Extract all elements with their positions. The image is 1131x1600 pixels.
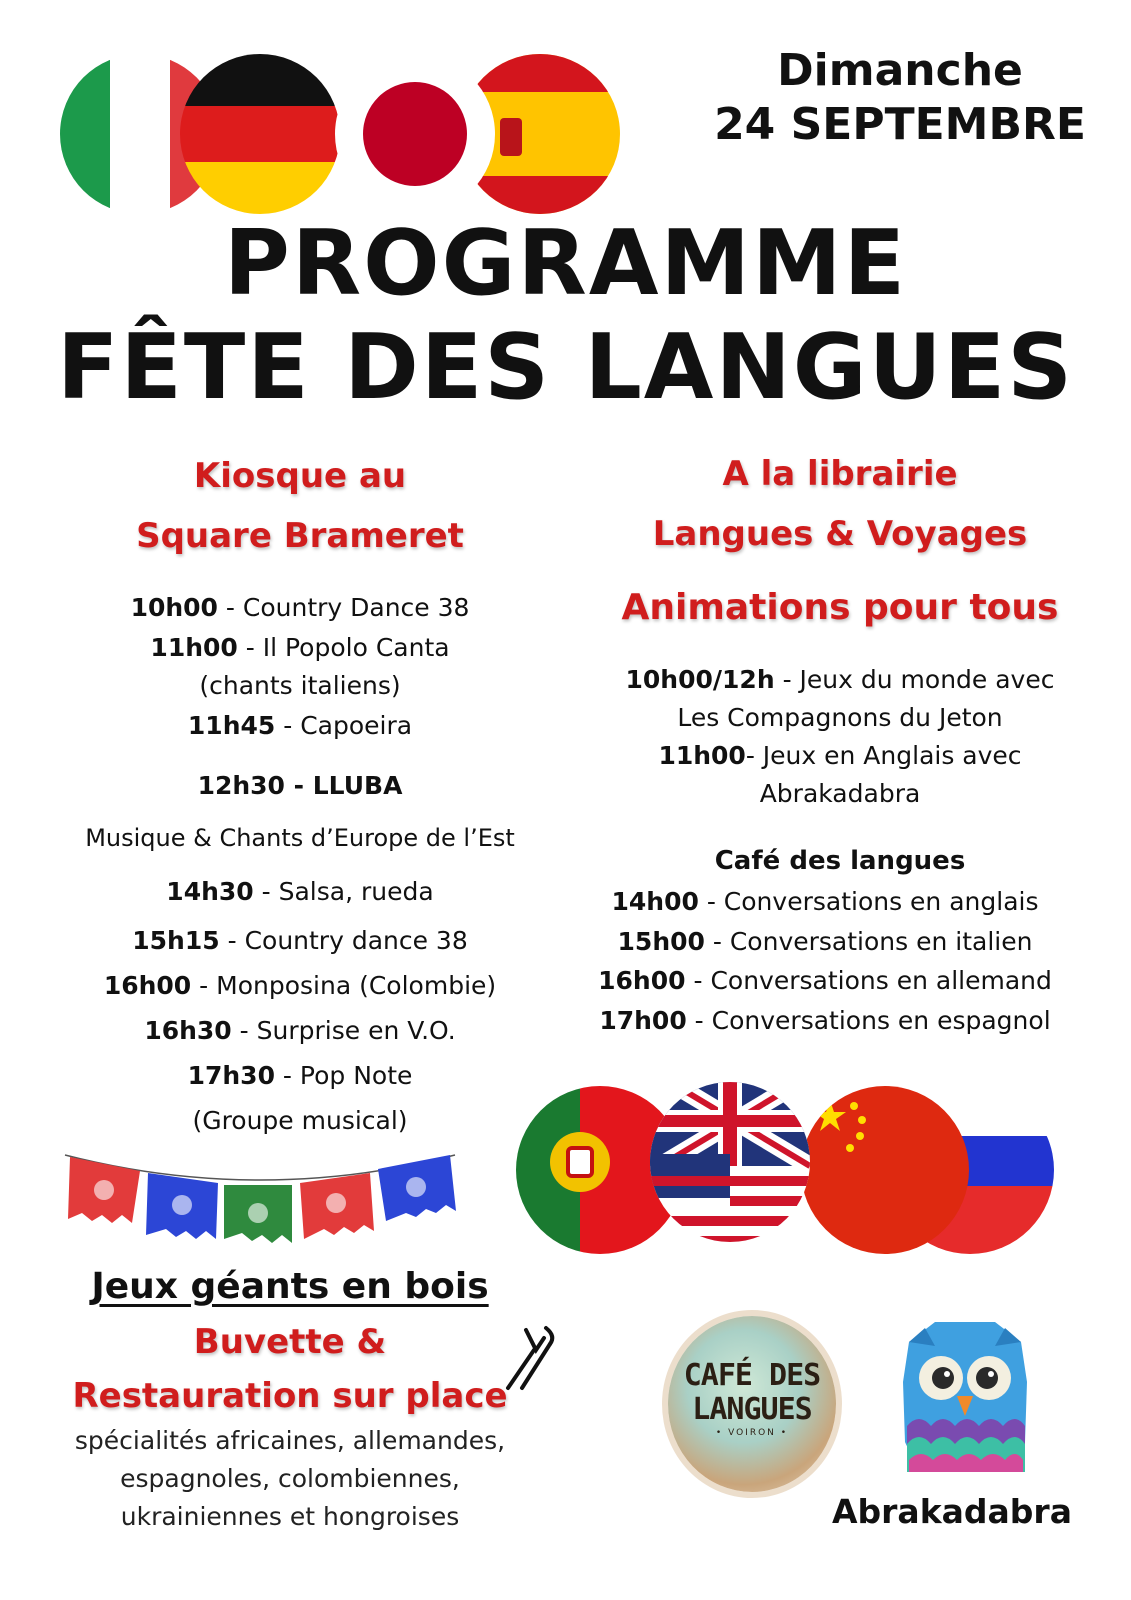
- cutlery-icon: [496, 1322, 560, 1394]
- schedule-item: 15h15 - Country dance 38: [132, 926, 468, 955]
- page-title-line2: FÊTE DES LANGUES: [56, 315, 1075, 420]
- schedule-item: 14h30 - Salsa, rueda: [166, 877, 434, 906]
- specs-line: ukrainiennes et hongroises: [120, 1502, 460, 1531]
- date-full: 24 SEPTEMBRE: [714, 99, 1086, 150]
- cafe-item: 15h00 - Conversations en italien: [617, 927, 1033, 956]
- cafe-item: 14h00 - Conversations en anglais: [611, 887, 1039, 916]
- animation-item: Les Compagnons du Jeton: [677, 703, 1003, 732]
- banner-flag-green: [224, 1185, 292, 1243]
- schedule-item: (Groupe musical): [192, 1106, 408, 1135]
- jeux-geants: Jeux géants en bois: [91, 1266, 489, 1307]
- animations-heading: Animations pour tous: [621, 587, 1059, 628]
- abrakadabra-label: Abrakadabra: [832, 1492, 1072, 1531]
- left-heading-line1: Kiosque au: [193, 456, 407, 496]
- specs-line: espagnoles, colombiennes,: [120, 1464, 460, 1493]
- food-specialities: [40, 1422, 540, 1536]
- uk-us-flag: [640, 1076, 820, 1266]
- date-day: Dimanche: [777, 45, 1023, 96]
- animation-item: 10h00/12h - Jeux du monde avec: [625, 665, 1055, 694]
- schedule-item: (chants italiens): [199, 671, 401, 700]
- schedule-item: 11h45 - Capoeira: [187, 711, 413, 740]
- flags-bottom: [510, 1076, 1090, 1266]
- schedule-item: 12h30 - LLUBA: [197, 771, 403, 800]
- right-heading: [560, 444, 1120, 564]
- cafe-item: 16h00 - Conversations en allemand: [598, 966, 1052, 995]
- left-heading-line2: Square Brameret: [136, 516, 464, 556]
- owl-icon: [895, 1322, 1035, 1472]
- papel-picado-banner: [60, 1135, 460, 1255]
- banner-flag-blue2: [378, 1155, 456, 1221]
- buvette-line1: Buvette &: [193, 1322, 387, 1362]
- owl-feathers: [907, 1419, 1025, 1472]
- cafe-logo-line2: LANGUES: [692, 1392, 812, 1427]
- cafe-logo-city: • VOIRON •: [715, 1428, 789, 1438]
- japan-flag: [330, 48, 510, 228]
- schedule-item: 16h30 - Surprise en V.O.: [144, 1016, 456, 1045]
- banner-flag-blue: [146, 1173, 218, 1239]
- page-title-line1: PROGRAMME: [223, 211, 908, 316]
- schedule-item: 17h30 - Pop Note: [187, 1061, 413, 1090]
- schedule-item: 16h00 - Monposina (Colombie): [103, 971, 497, 1000]
- animation-item: 11h00- Jeux en Anglais avec: [658, 741, 1022, 770]
- right-heading-line2: Langues & Voyages: [652, 514, 1028, 554]
- cafe-heading: Café des langues: [714, 846, 966, 876]
- cafe-logo-line1: CAFÉ DES: [683, 1358, 821, 1393]
- right-heading-line1: A la librairie: [722, 454, 958, 494]
- event-date: [690, 44, 1110, 152]
- schedule-item: 10h00 - Country Dance 38: [130, 593, 470, 622]
- cafe-item: 17h00 - Conversations en espagnol: [599, 1006, 1051, 1035]
- schedule-item: 11h00 - Il Popolo Canta: [150, 633, 450, 662]
- specs-line: spécialités africaines, allemandes,: [74, 1426, 506, 1455]
- banner-flag-red: [68, 1157, 140, 1223]
- buvette-line2: Restauration sur place: [72, 1376, 508, 1416]
- flags-top: [30, 48, 630, 228]
- animation-item: Abrakadabra: [759, 779, 921, 808]
- schedule-item: Musique & Chants d’Europe de l’Est: [85, 824, 515, 852]
- cafe-des-langues-logo: [668, 1316, 836, 1492]
- left-heading: [30, 446, 570, 566]
- banner-flag-red2: [300, 1173, 374, 1239]
